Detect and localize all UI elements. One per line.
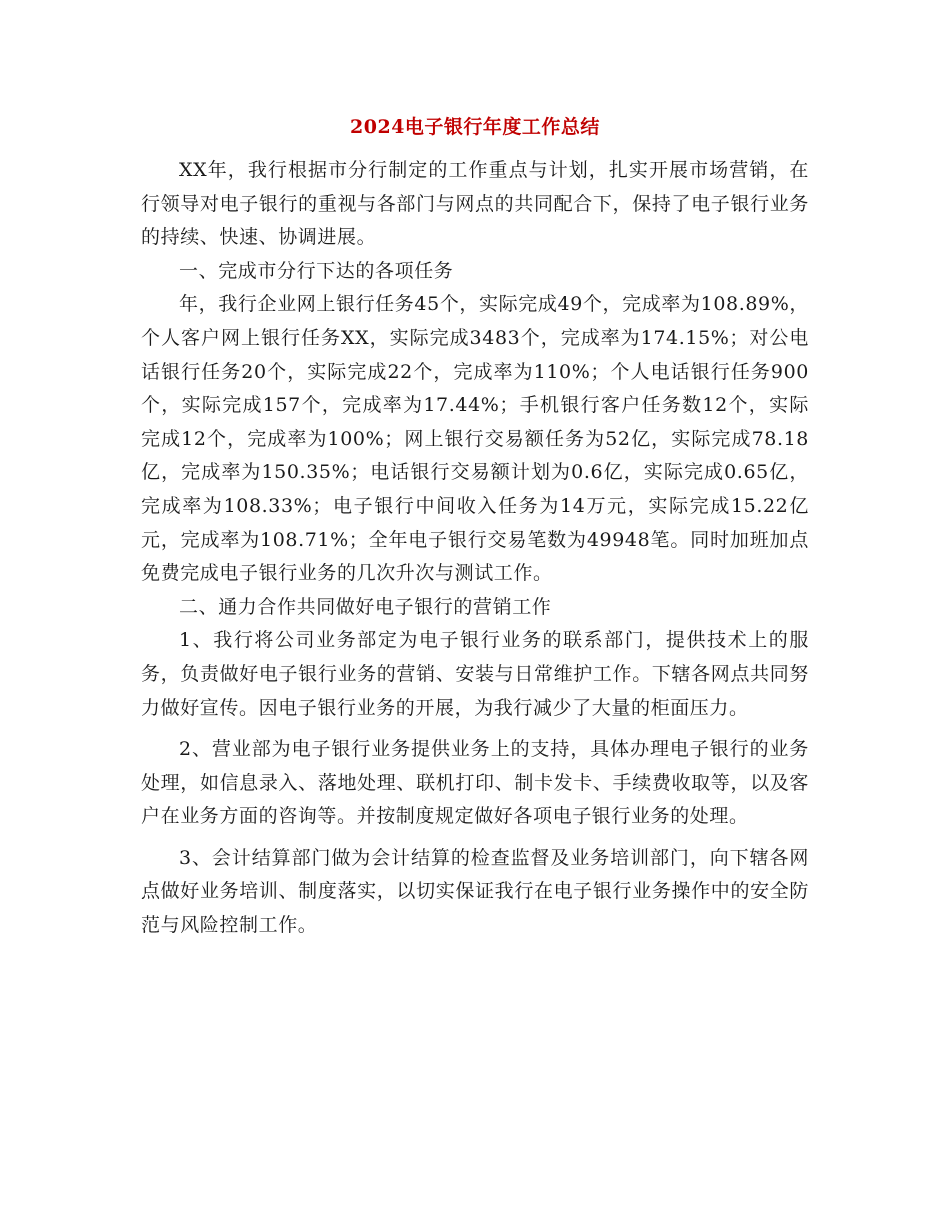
item-1-paragraph: 1、我行将公司业务部定为电子银行业务的联系部门，提供技术上的服务，负责做好电子银行业务的营销、安装与日常维护工作。下辖各网点共同努力做好宣传。因电子银行业务的开展，为我行减少了大量的柜面压力。 (141, 629, 809, 719)
document-page (141, 112, 809, 943)
intro-paragraph: XX年，我行根据市分行制定的工作重点与计划，扎实开展市场营销，在行领导对电子银行的重视与各部门与网点的共同配合下，保持了电子银行业务的持续、快速、协调进展。 (141, 159, 809, 249)
section-heading-1: 一、完成市分行下达的各项任务 (179, 259, 454, 282)
section-heading-2: 二、通力合作共同做好电子银行的营销工作 (179, 595, 552, 618)
item-3-paragraph: 3、会计结算部门做为会计结算的检查监督及业务培训部门，向下辖各网点做好业务培训、制度落实，以切实保证我行在电子银行业务操作中的安全防范与风险控制工作。 (141, 846, 809, 937)
item-2-paragraph: 2、营业部为电子银行业务提供业务上的支持，具体办理电子银行的业务处理，如信息录入、落地处理、联机打印、制卡发卡、手续费收取等，以及客户在业务方面的咨询等。并按制度规定做好各项电子银行业务的处理。 (141, 738, 809, 828)
task-results-paragraph: 年，我行企业网上银行任务45个，实际完成49个，完成率为108.89%，个人客户网上银行任务XX，实际完成3483个，完成率为174.15%；对公电话银行任务20个，实际完成22个，完成率为110%；个人电话银行任务900个，实际完成157个，完成率为17.44%；手机银行客户任务数12个，实际完成12个，完成率为100%；网上银行交易额任务为52亿，实际完成78.18亿，完成率为150.35%；电话银行交易额计划为0.6亿，实际完成0.65亿，完成率为108.33%；电子银行中间收入任务为14万元，实际完成15.22亿元，完成率为108.71%；全年电子银行交易笔数为49948笔。同时加班加点免费完成电子银行业务的几次升次与测试工作。 (141, 293, 809, 585)
document-title: 2024电子银行年度工作总结 (350, 116, 600, 138)
